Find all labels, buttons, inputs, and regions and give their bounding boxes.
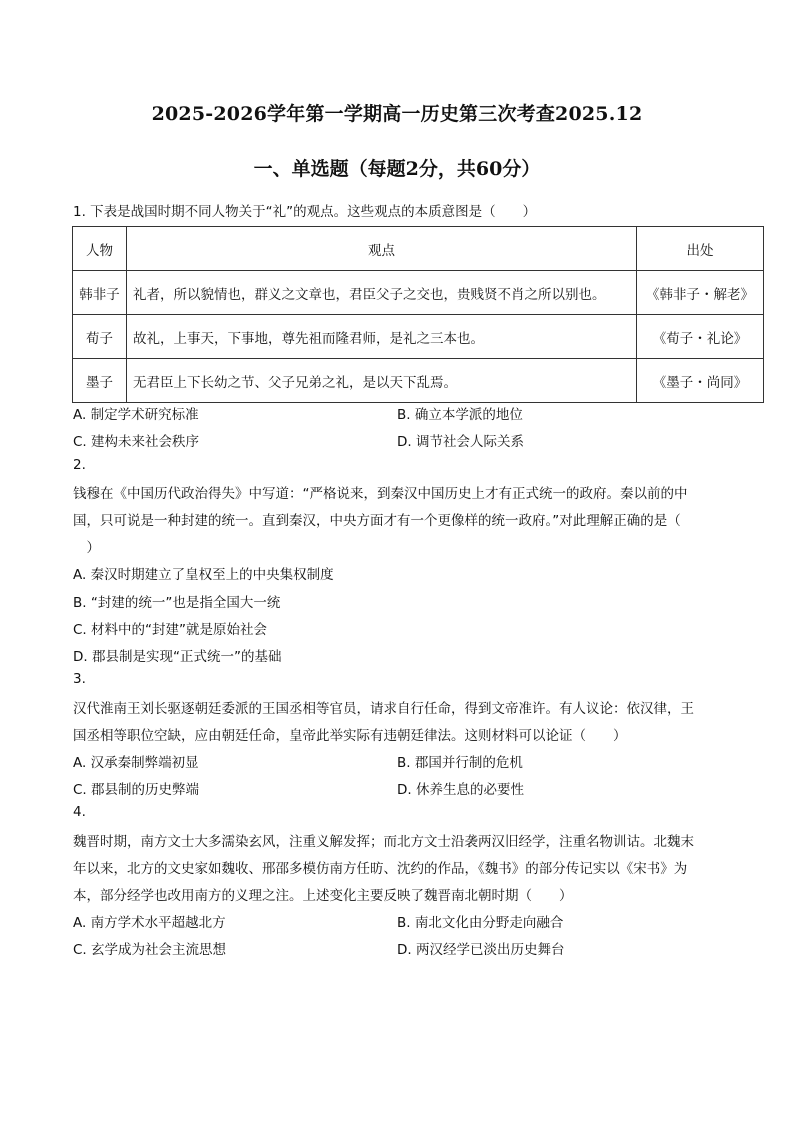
table-header-person: 人物 <box>73 227 127 271</box>
question-1-option-d: D. 调节社会人际关系 <box>397 434 524 450</box>
question-1-option-b: B. 确立本学派的地位 <box>397 407 523 423</box>
question-4-stem-line: 年以来，北方的文史家如魏收、邢邵多模仿南方任昉、沈约的作品，《魏书》的部分传记实以《宋书》为 <box>73 861 688 877</box>
question-2-option-c: C. 材料中的“封建”就是原始社会 <box>73 622 267 638</box>
question-4-option-b: B. 南北文化由分野走向融合 <box>397 915 564 931</box>
question-1-table <box>72 226 764 403</box>
table-cell-source: 《墨子・尚同》 <box>637 359 764 403</box>
table-cell-view: 故礼，上事天，下事地，尊先祖而隆君师，是礼之三本也。 <box>127 315 637 359</box>
question-3-option-a: A. 汉承秦制弊端初显 <box>73 755 199 771</box>
question-4-option-d: D. 两汉经学已淡出历史舞台 <box>397 942 565 958</box>
question-4-stem-line: 魏晋时期，南方文士大多濡染玄风，注重义解发挥；而北方文士沿袭两汉旧经学，注重名物训诂。北魏末 <box>73 834 694 850</box>
question-2-stem-line: 钱穆在《中国历代政治得失》中写道：“严格说来，到秦汉中国历史上才有正式统一的政府。秦以前的中 <box>73 486 688 502</box>
table-header-source: 出处 <box>637 227 764 271</box>
question-2-option-b: B. “封建的统一”也是指全国大一统 <box>73 595 281 611</box>
table-row <box>73 359 764 403</box>
question-1-option-a: A. 制定学术研究标准 <box>73 407 199 423</box>
question-4-stem-line: 本，部分经学也改用南方的义理之注。上述变化主要反映了魏晋南北朝时期（ ） <box>73 888 573 904</box>
question-2-option-d: D. 郡县制是实现“正式统一”的基础 <box>73 649 282 665</box>
table-cell-person: 韩非子 <box>73 271 127 315</box>
table-cell-source: 《韩非子・解老》 <box>637 271 764 315</box>
question-3-stem-line: 国丞相等职位空缺，应由朝廷任命，皇帝此举实际有违朝廷律法。这则材料可以论证（ ） <box>73 728 627 744</box>
question-2-option-a: A. 秦汉时期建立了皇权至上的中央集权制度 <box>73 567 334 583</box>
question-4-option-a: A. 南方学术水平超越北方 <box>73 915 226 931</box>
table-header-view: 观点 <box>127 227 637 271</box>
section-title: 一、单选题（每题2分，共60分） <box>253 158 541 180</box>
table-cell-view: 礼者，所以貌情也，群义之文章也，君臣父子之交也，贵贱贤不肖之所以别也。 <box>127 271 637 315</box>
question-1-stem: 1. 下表是战国时期不同人物关于“礼”的观点。这些观点的本质意图是（ ） <box>73 204 537 220</box>
question-3-option-d: D. 休养生息的必要性 <box>397 782 524 798</box>
question-4-number: 4. <box>73 804 86 820</box>
table-cell-person: 荀子 <box>73 315 127 359</box>
question-3-number: 3. <box>73 671 86 687</box>
question-3-option-c: C. 郡县制的历史弊端 <box>73 782 200 798</box>
question-4-option-c: C. 玄学成为社会主流思想 <box>73 942 227 958</box>
table-row <box>73 271 764 315</box>
question-2-number: 2. <box>73 457 86 473</box>
question-3-stem-line: 汉代淮南王刘长驱逐朝廷委派的王国丞相等官员，请求自行任命，得到文帝准许。有人议论：依汉律，王 <box>73 701 694 717</box>
exam-title: 2025-2026学年第一学期高一历史第三次考查2025.12 <box>151 103 643 125</box>
table-cell-source: 《荀子・礼论》 <box>637 315 764 359</box>
question-2-stem-line: 国，只可说是一种封建的统一。直到秦汉，中央方面才有一个更像样的统一政府。”对此理解正确的是（ <box>73 513 681 529</box>
table-cell-person: 墨子 <box>73 359 127 403</box>
table-row <box>73 315 764 359</box>
table-cell-view: 无君臣上下长幼之节、父子兄弟之礼，是以天下乱焉。 <box>127 359 637 403</box>
question-3-option-b: B. 郡国并行制的危机 <box>397 755 523 771</box>
question-2-stem-line: ） <box>73 540 100 556</box>
table-header-row <box>73 227 764 271</box>
question-1-option-c: C. 建构未来社会秩序 <box>73 434 200 450</box>
